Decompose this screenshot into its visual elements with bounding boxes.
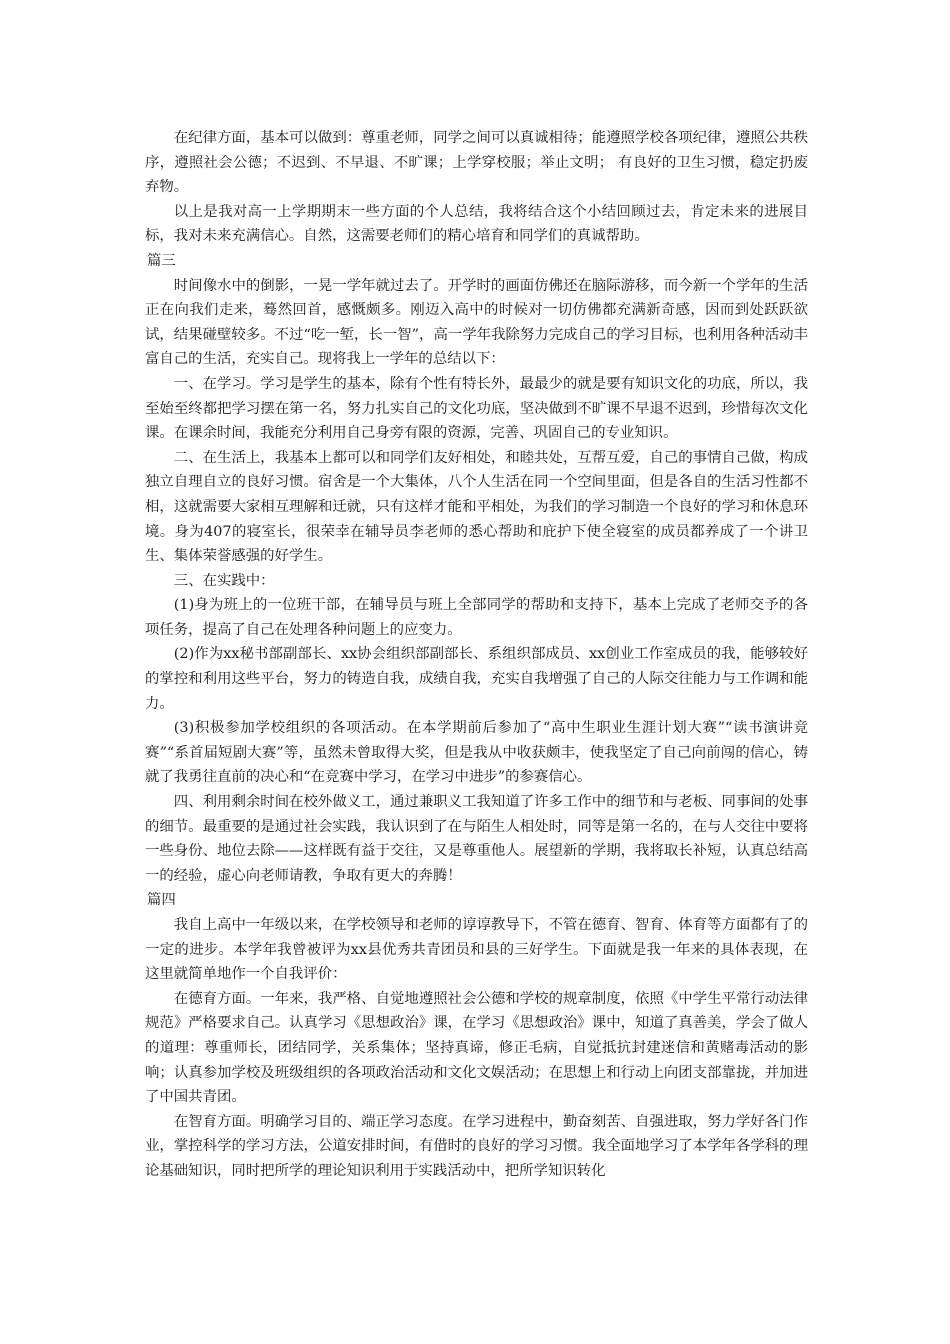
paragraph-summary-closing: 以上是我对高一上学期期末一些方面的个人总结，我将结合这个小结回顾过去，肯定未来的进展目标，我对未来充满信心。自然，这需要老师们的精心培育和同学们的真诚帮助。 xyxy=(145,203,808,245)
paragraph-life: 二、在生活上，我基本上都可以和同学们友好相处，和睦共处，互帮互爱，自己的事情自己做，构成独立自理自立的良好习惯。宿舍是一个大集体，八个人生活在同一个空间里面，但是各自的生活习性都不相，这就需要大家相互理解和迁就，只有这样才能和平相处，为我们的学习制造一个良好的学习和休息环境。身为407的寝室长，很荣幸在辅导员李老师的悉心帮助和庇护下使全寝室的成员都养成了一个讲卫生、集体荣誉感强的好学生。 xyxy=(145,449,808,565)
paragraph-intellectual-education: 在智育方面。明确学习目的、端正学习态度。在学习进程中，勤奋刻苦、自强进取，努力学好各门作业，掌控科学的学习方法，公道安排时间，有借时的良好的学习习惯。我全面地学习了本学年各学科的理论基础知识，同时把所学的理论知识利用于实践活动中，把所学知识转化 xyxy=(145,1113,808,1179)
section-heading-part-four: 篇四 xyxy=(147,892,176,909)
paragraph-moral-education: 在德育方面。一年来，我严格、自觉地遵照社会公德和学校的规章制度，依照《中学生平常行动法律规范》严格要求自己。认真学习《思想政治》课，在学习《思想政治》课中，知道了真善美，学会了做人的道理：尊重师长，团结同学，关系集体；坚持真谛，修正毛病，自觉抵抗封建迷信和黄赌毒活动的影响；认真参加学校及班级组织的各项政治活动和文化文娱活动；在思想上和行动上向团支部靠拢，并加进了中国共青团。 xyxy=(145,990,808,1106)
paragraph-practice-heading: 三、在实践中： xyxy=(173,572,275,589)
paragraph-intro-year: 时间像水中的倒影，一晃一学年就过去了。开学时的画面仿佛还在脑际游移，而今新一个学年的生活正在向我们走来，蓦然回首，感慨颇多。刚迈入高中的时候对一切仿佛都充满新奇感，因而到处跃跃欲试，结果碰壁较多。不过“吃一堑，长一智”，高一学年我除努力完成自己的学习目标，也利用各种活动丰富自己的生活，充实自己。现将我上一学年的总结以下： xyxy=(145,277,808,368)
paragraph-volunteer: 四、利用剩余时间在校外做义工，通过兼职义工我知道了许多工作中的细节和与老板、同事间的处事的细节。最重要的是通过社会实践，我认识到了在与陌生人相处时，同等是第一名的，在与人交往中要将一些身份、地位去除——这样既有益于交往，又是尊重他人。展望新的学期，我将取长补短，认真总结高一的经验，虚心向老师请教，争取有更大的奔腾！ xyxy=(145,794,808,884)
paragraph-practice-item-3: (3)积极参加学校组织的各项活动。在本学期前后参加了“高中生职业生涯计划大赛”“读书演讲竞赛”“系首届短剧大赛”等，虽然未曾取得大奖，但是我从中收获颇丰，使我坚定了自己向前闯的信心，铸就了我勇往直前的决心和“在竞赛中学习，在学习中进步”的参赛信心。 xyxy=(145,720,808,786)
section-heading-part-three: 篇三 xyxy=(147,252,176,269)
paragraph-practice-item-2: (2)作为xx秘书部副部长、xx协会组织部副部长、系组织部成员、xx创业工作室成员的我，能够较好的掌控和利用这些平台，努力的铸造自我，成绩自我，充实自我增强了自己的人际交往能力与工作调和能力。 xyxy=(145,646,808,712)
paragraph-study: 一、在学习。学习是学生的基本，除有个性有特长外，最最少的就是要有知识文化的功底，所以，我至始至终都把学习摆在第一名，努力扎实自己的文化功底，坚决做到不旷课不早退不迟到，珍惜每次文化课。在课余时间，我能充分利用自己身旁有限的资源，完善、巩固自己的专业知识。 xyxy=(145,375,808,442)
paragraph-self-evaluation-intro: 我自上高中一年级以来，在学校领导和老师的谆谆教导下，不管在德育、智育、体育等方面都有了的一定的进步。本学年我曾被评为xx县优秀共青团员和县的三好学生。下面就是我一年来的具体表现，在这里就简单地作一个自我评价： xyxy=(145,917,808,983)
document-page xyxy=(145,126,808,1184)
paragraph-discipline: 在纪律方面，基本可以做到：尊重老师，同学之间可以真诚相待；能遵照学校各项纪律，遵照公共秩序，遵照社会公德；不迟到、不早退、不旷课；上学穿校服；举止文明； 有良好的卫生习惯，稳定扔废弃物。 xyxy=(145,130,808,196)
paragraph-practice-item-1: (1)身为班上的一位班干部，在辅导员与班上全部同学的帮助和支持下，基本上完成了老师交予的各项任务，提高了自己在处理各种问题上的应变力。 xyxy=(145,597,808,638)
